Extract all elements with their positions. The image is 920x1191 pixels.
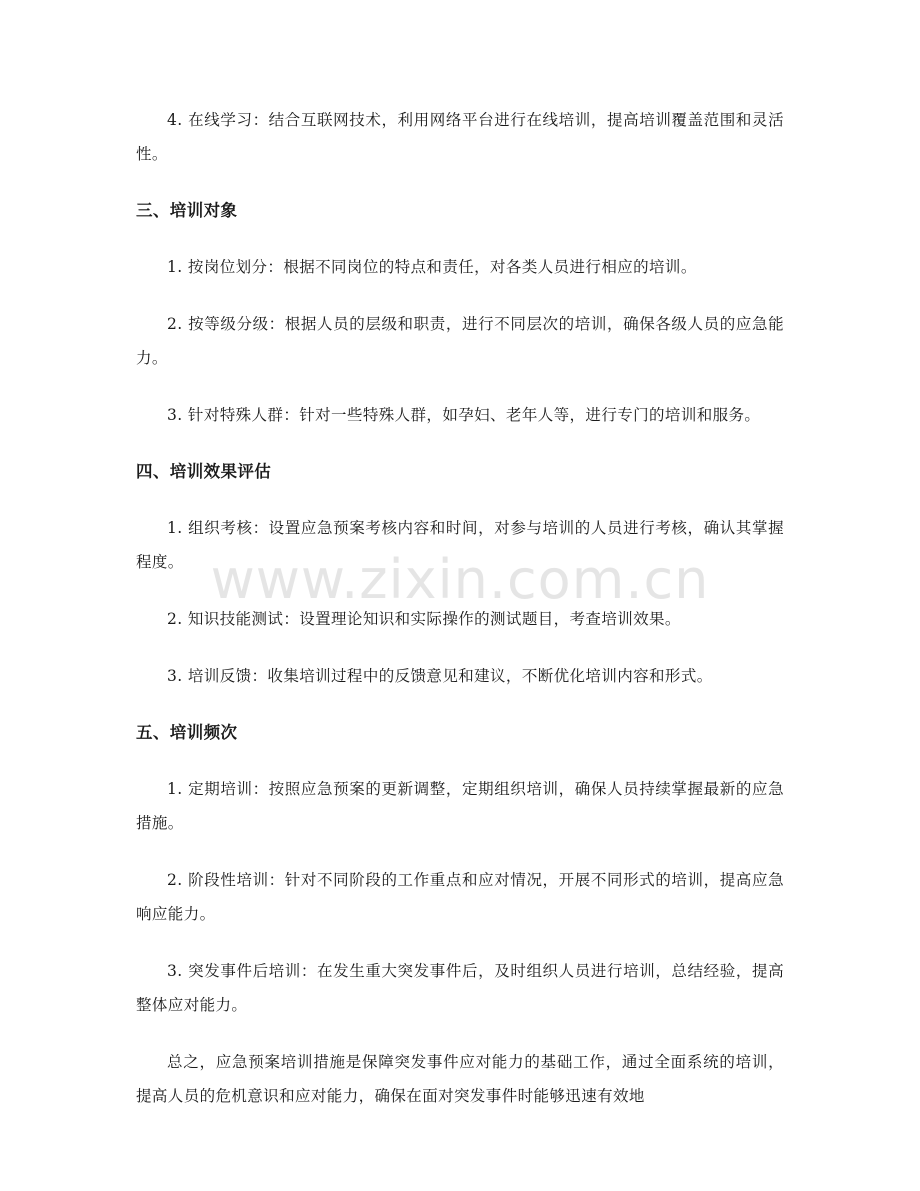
evaluation-item-2: 2. 知识技能测试：设置理论知识和实际操作的测试题目，考查培训效果。 xyxy=(167,610,681,628)
frequency-item-3: 3. 突发事件后培训：在发生重大突发事件后，及时组织人员进行培训，总结经验，提高整体应对能力。 xyxy=(136,962,784,1014)
watermark: www.zixin.com.cn xyxy=(210,548,710,611)
evaluation-item-1: 1. 组织考核：设置应急预案考核内容和时间，对参与培训的人员进行考核，确认其掌握程度。 xyxy=(136,519,784,571)
targets-item-3: 3. 针对特殊人群：针对一些特殊人群，如孕妇、老年人等，进行专门的培训和服务。 xyxy=(167,406,761,424)
document-body xyxy=(136,103,784,1136)
section-heading-targets: 三、培训对象 xyxy=(136,201,238,220)
targets-item-2: 2. 按等级分级：根据人员的层级和职责，进行不同层次的培训，确保各级人员的应急能力。 xyxy=(136,315,784,367)
frequency-item-1: 1. 定期培训：按照应急预案的更新调整，定期组织培训，确保人员持续掌握最新的应急措施。 xyxy=(136,780,784,832)
conclusion-paragraph: 总之，应急预案培训措施是保障突发事件应对能力的基础工作，通过全面系统的培训，提高人员的危机意识和应对能力，确保在面对突发事件时能够迅速有效地 xyxy=(136,1053,784,1105)
targets-item-1: 1. 按岗位划分：根据不同岗位的特点和责任，对各类人员进行相应的培训。 xyxy=(167,258,697,276)
evaluation-item-3: 3. 培训反馈：收集培训过程中的反馈意见和建议，不断优化培训内容和形式。 xyxy=(167,667,713,685)
section-heading-evaluation: 四、培训效果评估 xyxy=(136,462,272,481)
section-heading-frequency: 五、培训频次 xyxy=(136,723,238,742)
intro-item-4: 4. 在线学习：结合互联网技术，利用网络平台进行在线培训，提高培训覆盖范围和灵活性。 xyxy=(136,111,784,163)
frequency-item-2: 2. 阶段性培训：针对不同阶段的工作重点和应对情况，开展不同形式的培训，提高应急响应能力。 xyxy=(136,871,784,923)
